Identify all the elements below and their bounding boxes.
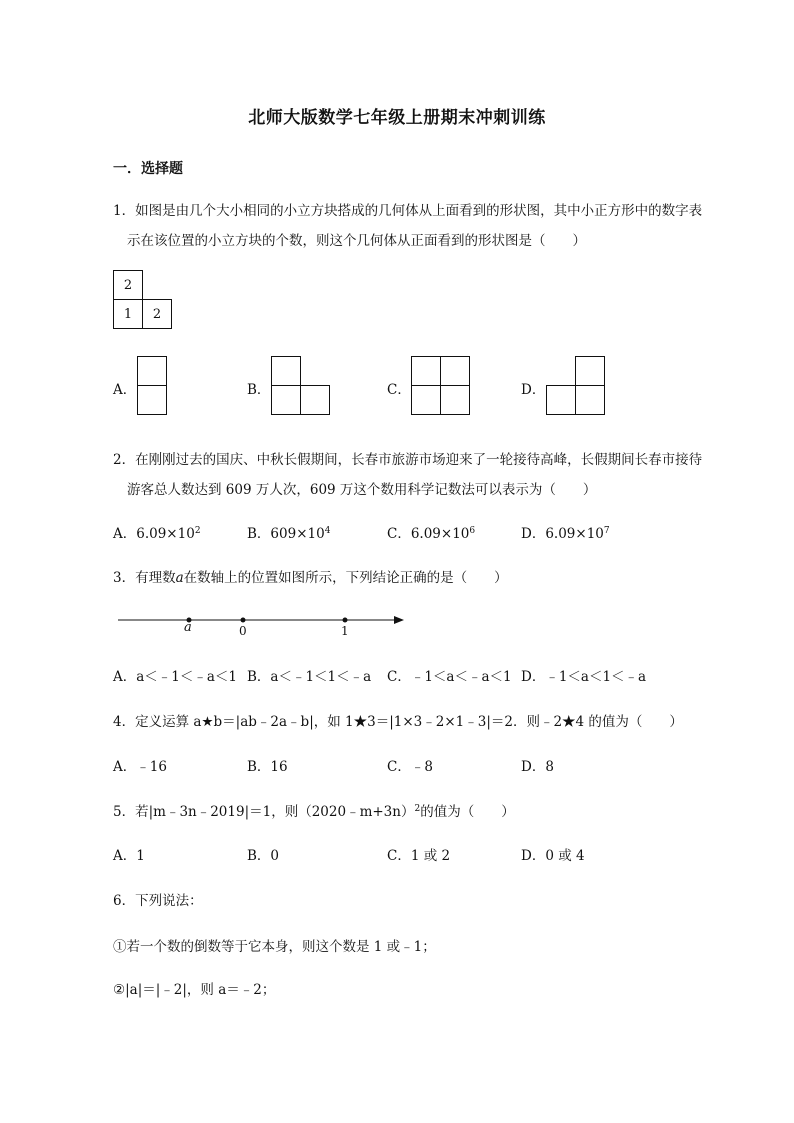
q2-option-b-exponent: 4 (324, 526, 331, 536)
number-line-arrow (394, 616, 404, 624)
q3-stem-pre: 3．有理数 (113, 570, 176, 586)
q3-option-d: D．﹣1＜a＜1＜﹣a (521, 669, 647, 685)
q2-option-b (247, 524, 330, 544)
q5-option-a: A．1 (113, 848, 145, 864)
q5-option-d: D．0 或 4 (521, 848, 585, 864)
q4-option-d: D．8 (521, 759, 554, 775)
q1-figure-cell (440, 385, 470, 415)
q1-figure-cell (411, 356, 441, 386)
q1-figure-cell (137, 385, 167, 415)
q1-option-a-label: A． (113, 382, 137, 398)
q3-option-b: B．a＜﹣1＜1＜﹣a (247, 669, 372, 685)
q2-option-a (113, 524, 201, 544)
q1-figure-cell (300, 385, 330, 415)
q2-stem-line2: 游客总人数达到 609 万人次，609 万这个数用科学记数法可以表示为（ ） (127, 482, 597, 498)
q1-grid-cell: 2 (113, 270, 143, 300)
q1-figure-cell (137, 356, 167, 386)
q3-number-line (110, 606, 410, 642)
q2-option-a-exponent: 2 (194, 526, 201, 536)
q2-option-a-text: A．6.09×10 (113, 526, 195, 542)
q1-figure-cell (440, 356, 470, 386)
q1-figure-cell (271, 385, 301, 415)
q4-stem: 4．定义运算 a★b＝|ab﹣2a﹣b|，如 1★3＝|1×3﹣2×1﹣3|＝2．则﹣2★4 的值为（ ） (113, 714, 683, 730)
q4-option-b: B．16 (247, 759, 288, 775)
q3-option-c: C．﹣1＜a＜﹣a＜1 (387, 669, 512, 685)
q1-figure-cell (575, 385, 605, 415)
q2-option-c (387, 524, 475, 544)
q1-figure-cell (546, 385, 576, 415)
q1-option-d-label: D． (521, 382, 546, 398)
q4-option-a: A．﹣16 (113, 759, 167, 775)
point-one (343, 618, 348, 623)
q1-figure-cell (411, 385, 441, 415)
q2-option-c-text: C．6.09×10 (387, 526, 470, 542)
q5-stem (113, 802, 515, 822)
q1-grid-cell: 1 (113, 299, 143, 329)
q2-option-b-text: B．609×10 (247, 526, 325, 542)
q5-option-c: C．1 或 2 (387, 848, 451, 864)
q5-stem-pre: 5．若|m﹣3n﹣2019|＝1，则（2020﹣m+3n） (113, 804, 415, 820)
point-zero (241, 618, 246, 623)
q1-stem-line2: 示在该位置的小立方块的个数，则这个几何体从正面看到的形状图是（ ） (127, 233, 586, 249)
number-line-label-a: a (184, 620, 192, 635)
q5-stem-exponent: 2 (414, 804, 421, 814)
section-heading: 一．选择题 (113, 161, 183, 177)
q3-stem (113, 568, 508, 588)
q3-stem-variable: a (175, 570, 184, 586)
q2-option-d-exponent: 7 (603, 526, 610, 536)
q1-figure-cell (575, 356, 605, 386)
q6-item-2: ②|a|＝|﹣2|，则 a＝﹣2； (113, 982, 276, 998)
q3-stem-post: 在数轴上的位置如图所示，下列结论正确的是（ ） (183, 570, 508, 586)
q5-option-b: B．0 (247, 848, 280, 864)
q1-figure-cell (271, 356, 301, 386)
number-line-label-one: 1 (341, 624, 349, 638)
q2-option-d (521, 524, 610, 544)
q5-stem-post: 的值为（ ） (420, 804, 515, 820)
q1-option-c-label: C． (387, 382, 411, 398)
q2-stem-line1: 2．在刚刚过去的国庆、中秋长假期间，长春市旅游市场迎来了一轮接待高峰，长假期间长春市接待 (113, 452, 703, 468)
q4-option-c: C．﹣8 (387, 759, 433, 775)
page-title: 北师大版数学七年级上册期末冲刺训练 (248, 108, 546, 128)
q6-item-1: ①若一个数的倒数等于它本身，则这个数是 1 或﹣1； (113, 939, 436, 955)
number-line-label-zero: 0 (239, 624, 247, 638)
q2-option-c-exponent: 6 (469, 526, 476, 536)
q6-stem: 6．下列说法： (113, 893, 203, 909)
q2-option-d-text: D．6.09×10 (521, 526, 604, 542)
q1-option-b-label: B． (247, 382, 271, 398)
q1-grid-cell: 2 (142, 299, 172, 329)
q3-option-a: A．a＜﹣1＜﹣a＜1 (113, 669, 238, 685)
q1-stem-line1: 1．如图是由几个大小相同的小立方块搭成的几何体从上面看到的形状图，其中小正方形中的数字表 (113, 203, 703, 219)
